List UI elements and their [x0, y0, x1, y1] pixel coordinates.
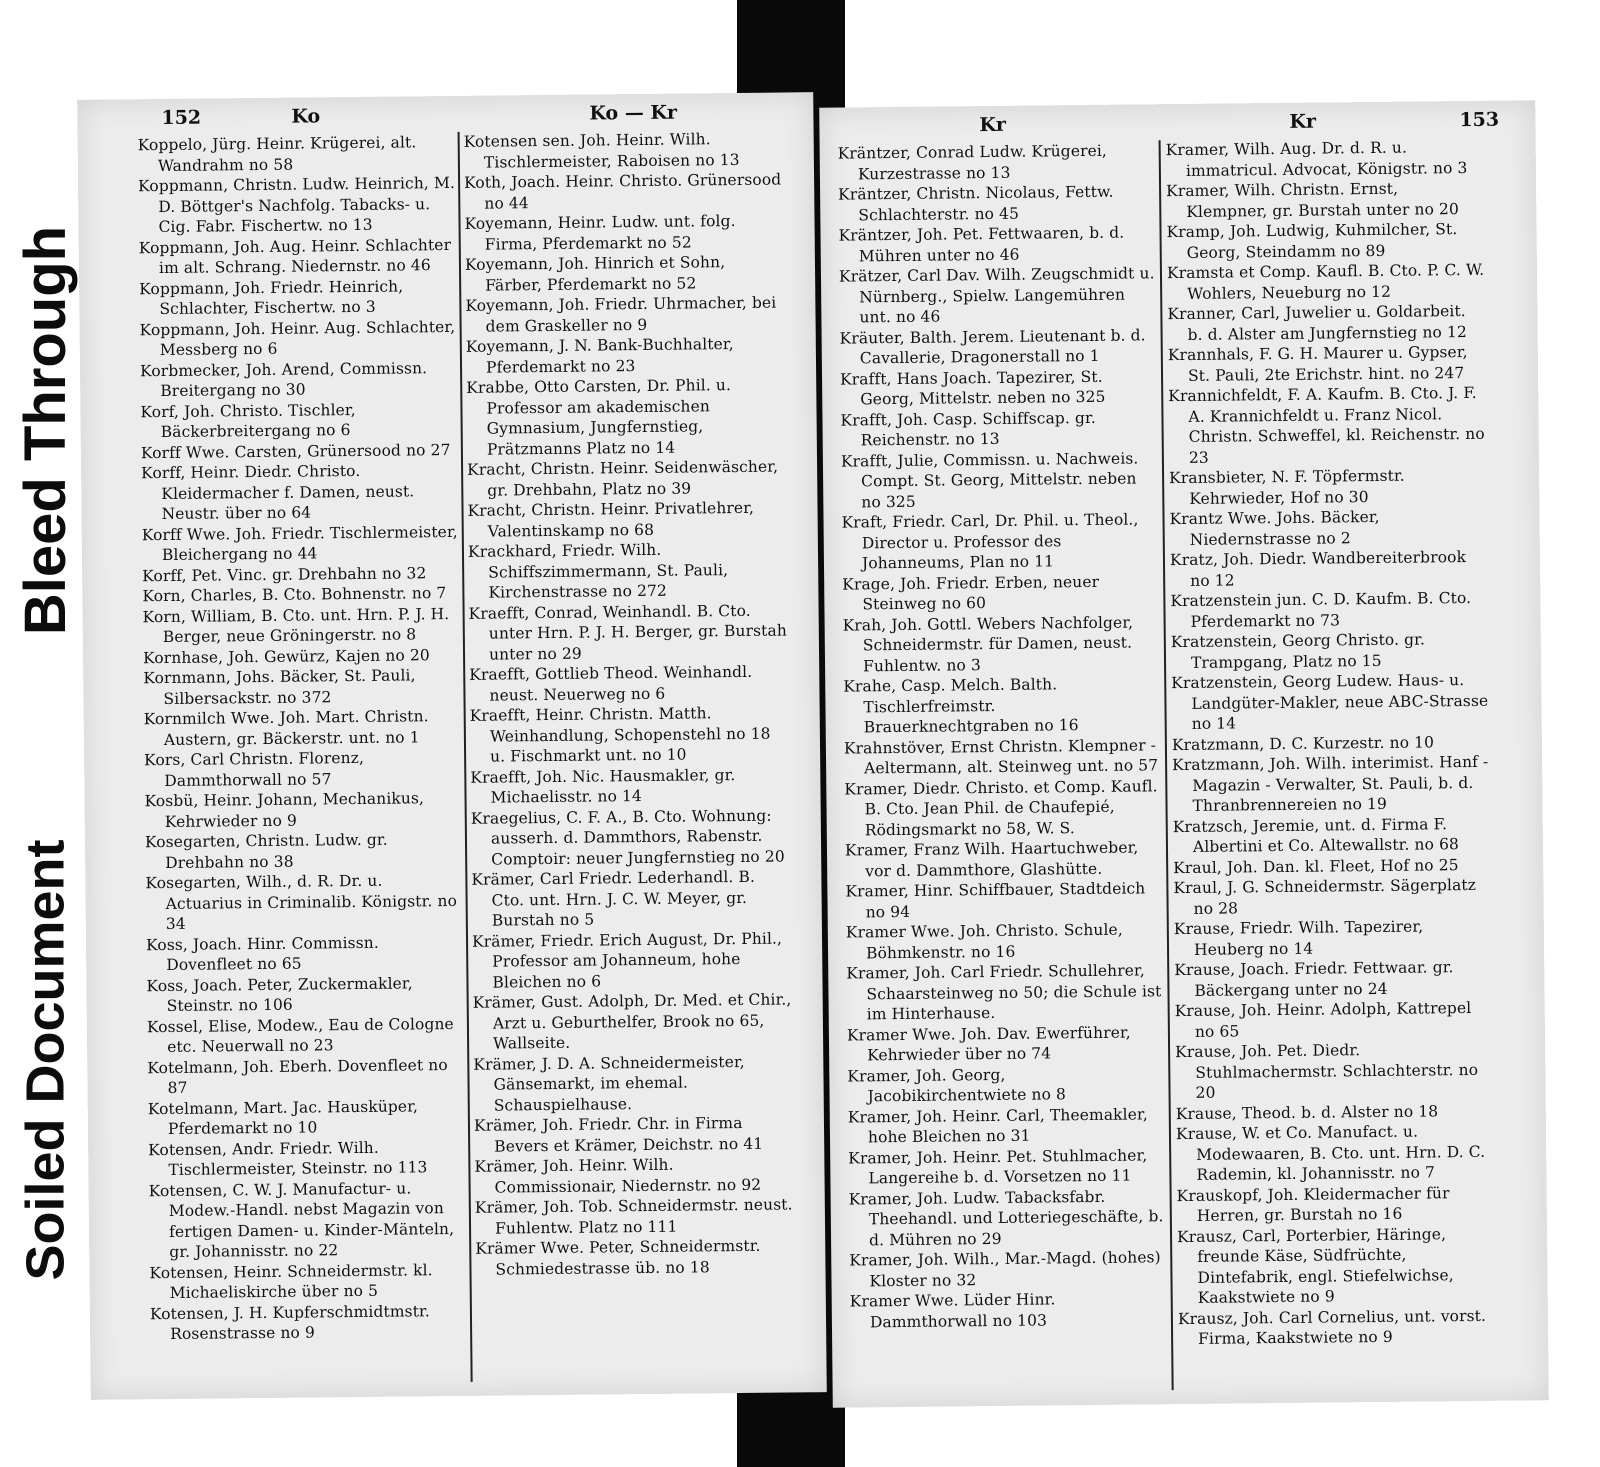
right-page-column-2: [1166, 137, 1497, 1350]
directory-entry: Koppmann, Joh. Friedr. Heinrich, Schlachter, Fischertw. no 3: [139, 276, 404, 319]
directory-entry: Koyemann, Joh. Friedr. Uhrmacher, bei dem Graskeller no 9: [465, 293, 777, 336]
directory-entry: Kosbü, Heinr. Johann, Mechanikus, Kehrwieder no 9: [144, 789, 425, 831]
directory-entry: Kornmann, Johs. Bäcker, St. Pauli, Silbersackstr. no 372: [143, 666, 416, 708]
directory-entry: Kracht, Christn. Heinr. Privatlehrer, Valentinskamp no 68: [467, 498, 755, 541]
directory-entry: Krabbe, Otto Carsten, Dr. Phil. u. Professor am akademischen Gymnasium, Jungfernstieg, Prätzmanns Platz no 14: [466, 376, 732, 459]
directory-entry: Kratzenstein, Georg Christo. gr. Trampgang, Platz no 15: [1170, 630, 1426, 672]
directory-entry: Korff, Pet. Vinc. gr. Drehbahn no 32: [142, 563, 427, 585]
directory-entry: Koyemann, J. N. Bank-Buchhalter, Pferdemarkt no 23: [465, 335, 734, 377]
directory-entry: Kramer Wwe. Joh. Dav. Ewerführer, Kehrwieder über no 74: [846, 1023, 1131, 1065]
directory-entry: Kräntzer, Christn. Nicolaus, Fettw. Schlachterstr. no 45: [838, 182, 1114, 224]
directory-entry: Krause, Joh. Heinr. Adolph, Kattrepel no 65: [1174, 999, 1472, 1041]
directory-entry: Kräntzer, Conrad Ludw. Krügerei, Kurzestrasse no 13: [837, 141, 1108, 183]
directory-entry: Krämer Wwe. Peter, Schneidermstr. Schmiedestrasse üb. no 18: [475, 1236, 761, 1279]
directory-entry: Krause, Joh. Pet. Diedr. Stuhlmachermstr. Schlachterstr. no 20: [1175, 1041, 1479, 1102]
directory-entry: Kotelmann, Joh. Eberh. Dovenfleet no 87: [147, 1055, 448, 1097]
directory-entry: Korff, Heinr. Diedr. Christo. Kleidermacher f. Damen, neust. Neustr. über no 64: [141, 461, 415, 524]
directory-entry: Krannhals, F. G. H. Maurer u. Gypser, St. Pauli, 2te Erichstr. hint. no 247: [1167, 343, 1468, 385]
directory-entry: Kotensen, C. W. J. Manufactur- u. Modew.-Handl. nebst Magazin von fertigen Damen- u. Kinder-Mänteln, gr. Johannisstr. no 22: [148, 1178, 455, 1261]
directory-entry: Kransbieter, N. F. Töpfermstr. Kehrwieder, Hof no 30: [1169, 466, 1405, 508]
directory-entry: Krahe, Casp. Melch. Balth. Tischlerfreimstr. Brauerknechtgraben no 16: [843, 675, 1079, 737]
directory-entry: Koss, Joach. Peter, Zuckermakler, Steinstr. no 106: [146, 973, 413, 1016]
directory-entry: Koppmann, Joh. Heinr. Aug. Schlachter, Messberg no 6: [139, 317, 456, 360]
directory-entry: Kraft, Friedr. Carl, Dr. Phil. u. Theol., Director u. Professor des Johanneums, Plan no 11: [841, 510, 1139, 573]
left-page: [77, 92, 827, 1400]
directory-entry: Kramer, Wilh. Aug. Dr. d. R. u. immatricul. Advocat, Königstr. no 3: [1165, 138, 1468, 180]
directory-entry: Krämer, Joh. Friedr. Chr. in Firma Bevers et Krämer, Deichstr. no 41: [473, 1113, 764, 1156]
directory-entry: Krause, W. et Co. Manufact. u. Modewaaren, B. Cto. unt. Hrn. D. C. Rademin, kl. Johannisstr. no 7: [1175, 1122, 1486, 1184]
directory-entry: Koyemann, Heinr. Ludw. unt. folg. Firma, Pferdemarkt no 52: [464, 212, 736, 254]
directory-entry: Kotelmann, Mart. Jac. Hausküper, Pferdemarkt no 10: [147, 1096, 419, 1138]
directory-entry: Kratzmann, Joh. Wilh. interimist. Hanf - Magazin - Verwalter, St. Pauli, b. d. Thranbrennereien no 19: [1172, 752, 1489, 815]
directory-entry: Koppelo, Jürg. Heinr. Krügerei, alt. Wandrahm no 58: [137, 133, 417, 175]
directory-entry: Kornhase, Joh. Gewürz, Kajen no 20: [142, 645, 430, 667]
directory-entry: Kräuter, Balth. Jerem. Lieutenant b. d. Cavallerie, Dragonerstall no 1: [839, 325, 1146, 368]
directory-entry: Kraefft, Joh. Nic. Hausmakler, gr. Michaelisstr. no 14: [470, 765, 736, 807]
header-right-col2: Kr: [1289, 110, 1317, 133]
bleed-through-label: Bleed Through: [13, 225, 79, 635]
header-left-col1: Ko: [291, 105, 321, 128]
directory-entry: Kotensen, Andr. Friedr. Wilh. Tischlermeister, Steinstr. no 113: [148, 1138, 428, 1179]
directory-entry: Krause, Theod. b. d. Alster no 18: [1175, 1101, 1439, 1123]
directory-entry: Kramer, Hinr. Schiffbauer, Stadtdeich no 94: [845, 879, 1146, 921]
directory-entry: Kräntzer, Joh. Pet. Fettwaaren, b. d. Mühren unter no 46: [838, 223, 1125, 265]
directory-entry: Korn, William, B. Cto. unt. Hrn. P. J. H. Berger, neue Gröningerstr. no 8: [142, 604, 450, 647]
directory-entry: Krahnstöver, Ernst Christn. Klempner - Aeltermann, alt. Steinweg unt. no 57: [843, 735, 1159, 778]
directory-entry: Krannichfeldt, F. A. Kaufm. B. Cto. J. F. A. Krannichfeldt u. Franz Nicol. Christn. Schweffel, kl. Reichenstr. no 23: [1168, 383, 1485, 467]
right-page: [819, 100, 1549, 1407]
directory-entry: Kraefft, Conrad, Weinhandl. B. Cto. unter Hrn. P. J. H. Berger, gr. Burstah unter no 29: [468, 601, 787, 664]
directory-entry: Krämer, Friedr. Erich August, Dr. Phil., Professor am Johanneum, hohe Bleichen no 6: [471, 929, 783, 992]
directory-entry: Kramp, Joh. Ludwig, Kuhmilcher, St. Georg, Steindamm no 89: [1166, 220, 1458, 262]
directory-entry: Korbmecker, Joh. Arend, Commissn. Breitergang no 30: [139, 358, 428, 401]
directory-entry: Koss, Joach. Hinr. Commissn. Dovenfleet no 65: [145, 933, 379, 975]
directory-entry: Koppmann, Christn. Ludw. Heinrich, M. D. Böttger's Nachfolg. Tabacks- u. Cig. Fabr. Fischertw. no 13: [138, 173, 456, 237]
directory-entry: Kotensen, Heinr. Schneidermstr. kl. Michaeliskirche über no 5: [149, 1260, 433, 1302]
directory-entry: Kramer, Joh. Carl Friedr. Schullehrer, Schaarsteinweg no 50; die Schule ist im Hinterhause.: [846, 961, 1162, 1024]
directory-entry: Kramer, Wilh. Christn. Ernst, Klempner, gr. Burstah unter no 20: [1166, 179, 1460, 221]
directory-entry: Kramer, Joh. Heinr. Pet. Stuhlmacher, Langereihe b. d. Vorsetzen no 11: [848, 1145, 1148, 1188]
directory-entry: Kramer, Joh. Wilh., Mar.-Magd. (hohes) Kloster no 32: [849, 1248, 1161, 1290]
directory-entry: Kors, Carl Christn. Florenz, Dammthorwall no 57: [144, 748, 365, 790]
directory-entry: Krafft, Hans Joach. Tapezirer, St. Georg, Mittelstr. neben no 325: [839, 367, 1106, 409]
directory-entry: Koth, Joach. Heinr. Christo. Grünersood no 44: [464, 170, 782, 213]
directory-entry: Kratzsch, Jeremie, unt. d. Firma F. Albertini et Co. Altewallstr. no 68: [1172, 814, 1460, 856]
directory-entry: Kotensen, J. H. Kupferschmidtmstr. Rosenstrasse no 9: [149, 1301, 430, 1343]
directory-entry: Krämer, Joh. Heinr. Wilh. Commissionair, Niedernstr. no 92: [474, 1155, 762, 1197]
directory-entry: Koyemann, Joh. Hinrich et Sohn, Färber, Pferdemarkt no 52: [464, 253, 726, 295]
right-page-column-1: [838, 140, 1168, 1332]
directory-entry: Krämer, Gust. Adolph, Dr. Med. et Chir., Arzt u. Geburthelfer, Brook no 65, Wallseite.: [472, 990, 792, 1053]
directory-entry: Kracht, Christn. Heinr. Seidenwäscher, gr. Drehbahn, Platz no 39: [467, 457, 779, 500]
directory-entry: Kramer, Diedr. Christo. et Comp. Kaufl. B. Cto. Jean Phil. de Chaufepié, Rödingsmarkt no 58, W. S.: [844, 776, 1158, 839]
directory-entry: Kratzenstein jun. C. D. Kaufm. B. Cto. Pferdemarkt no 73: [1170, 588, 1472, 631]
directory-entry: Krausz, Joh. Carl Cornelius, unt. vorst. Firma, Kaakstwiete no 9: [1177, 1306, 1487, 1348]
directory-entry: Kraegelius, C. F. A., B. Cto. Wohnung: ausserh. d. Dammthors, Rabenstr. Comptoir: neuer Jungfernstieg no 20: [470, 806, 785, 869]
page-number-left: 152: [161, 106, 202, 130]
directory-entry: Korff Wwe. Carsten, Grünersood no 27: [140, 440, 451, 462]
soiled-document-label: Soiled Document: [16, 839, 77, 1281]
directory-entry: Krah, Joh. Gottl. Webers Nachfolger, Schneidermstr. für Damen, neust. Fuhlentw. no 3: [842, 613, 1134, 675]
directory-entry: Kramsta et Comp. Kaufl. B. Cto. P. C. W. Wohlers, Neueburg no 12: [1166, 260, 1485, 303]
directory-entry: Kramer Wwe. Joh. Christo. Schule, Böhmkenstr. no 16: [845, 920, 1123, 962]
directory-entry: Kraefft, Heinr. Christn. Matth. Weinhandlung, Schopenstehl no 18 u. Fischmarkt unt. no 10: [469, 704, 771, 766]
directory-entry: Krämer, Joh. Tob. Schneidermstr. neust. Fuhlentw. Platz no 111: [474, 1195, 793, 1238]
directory-entry: Kramer Wwe. Lüder Hinr. Dammthorwall no 103: [849, 1290, 1056, 1331]
left-page-column-1: [138, 132, 469, 1345]
directory-entry: Kramer, Joh. Georg, Jacobikirchentwiete no 8: [847, 1065, 1067, 1106]
directory-entry: Krause, Joach. Friedr. Fettwaar. gr. Bäckergang unter no 24: [1174, 958, 1454, 1000]
directory-entry: Korf, Joh. Christo. Tischler, Bäckerbreitergang no 6: [140, 400, 356, 442]
directory-entry: Krämer, J. D. A. Schneidermeister, Gänsemarkt, im ehemal. Schauspielhause.: [473, 1052, 745, 1115]
directory-entry: Krätzer, Carl Dav. Wilh. Zeugschmidt u. Nürnberg., Spielw. Langemühren unt. no 46: [838, 264, 1155, 327]
page-number-right: 153: [1459, 108, 1500, 132]
directory-entry: Kramer, Joh. Ludw. Tabacksfabr. Theehandl. und Lotteriegeschäfte, b. d. Mühren no 29: [848, 1187, 1164, 1249]
header-left-col2: Ko — Kr: [589, 101, 678, 125]
directory-entry: Korff Wwe. Joh. Friedr. Tischlermeister, Bleichergang no 44: [141, 522, 458, 565]
directory-entry: Krause, Friedr. Wilh. Tapezirer, Heuberg no 14: [1173, 917, 1424, 959]
directory-entry: Krantz Wwe. Johs. Bäcker, Niedernstrasse no 2: [1169, 507, 1380, 549]
directory-entry: Kornmilch Wwe. Joh. Mart. Christn. Austern, gr. Bäckerstr. unt. no 1: [143, 707, 429, 749]
directory-entry: Kraul, Joh. Dan. kl. Fleet, Hof no 25: [1173, 855, 1459, 877]
directory-entry: Krämer, Carl Friedr. Lederhandl. B. Cto. unt. Hrn. J. C. W. Meyer, gr. Burstah no 5: [471, 867, 756, 930]
directory-entry: Krausz, Carl, Porterbier, Häringe, freunde Käse, Südfrüchte, Dintefabrik, engl. Stiefelwichse, Kaakstwiete no 9: [1176, 1224, 1454, 1307]
directory-entry: Kranner, Carl, Juwelier u. Goldarbeit. b. d. Alster am Jungfernstieg no 12: [1167, 302, 1467, 344]
directory-entry: Krafft, Julie, Commissn. u. Nachweis. Compt. St. Georg, Mittelstr. neben no 325: [840, 448, 1139, 511]
left-page-column-2: [464, 128, 796, 1279]
header-right-col1: Kr: [979, 113, 1007, 137]
directory-entry: Kratzmann, D. C. Kurzestr. no 10: [1171, 732, 1435, 754]
directory-entry: Kraefft, Gottlieb Theod. Weinhandl. neust. Neuerweg no 6: [469, 662, 753, 705]
directory-entry: Kraul, J. G. Schneidermstr. Sägerplatz no 28: [1173, 875, 1477, 918]
directory-entry: Kramer, Joh. Heinr. Carl, Theemakler, hohe Bleichen no 31: [847, 1104, 1148, 1147]
directory-entry: Krage, Joh. Friedr. Erben, neuer Steinweg no 60: [842, 572, 1100, 614]
directory-entry: Kotensen sen. Joh. Heinr. Wilh. Tischlermeister, Raboisen no 13: [463, 130, 740, 172]
directory-entry: Kosegarten, Christn. Ludw. gr. Drehbahn no 38: [144, 830, 388, 872]
directory-entry: Kratzenstein, Georg Ludew. Haus- u. Landgüter-Makler, neue ABC-Strasse no 14: [1171, 671, 1489, 733]
directory-entry: Kratz, Joh. Diedr. Wandbereiterbrook no 12: [1169, 548, 1467, 590]
directory-entry: Kosegarten, Wilh., d. R. Dr. u. Actuarius in Criminalib. Königstr. no 34: [145, 871, 458, 934]
directory-entry: Koppmann, Joh. Aug. Heinr. Schlachter im alt. Schrang. Niedernstr. no 46: [138, 235, 452, 278]
directory-entry: Krackhard, Friedr. Wilh. Schiffszimmermann, St. Pauli, Kirchenstrasse no 272: [467, 540, 729, 602]
directory-entry: Krauskopf, Joh. Kleidermacher für Herren, gr. Burstah no 16: [1176, 1183, 1450, 1225]
directory-entry: Kramer, Franz Wilh. Haartuchweber, vor d. Dammthore, Glashütte.: [844, 838, 1139, 880]
directory-entry: Korn, Charles, B. Cto. Bohnenstr. no 7: [142, 584, 447, 606]
directory-entry: Krafft, Joh. Casp. Schiffscap. gr. Reichenstr. no 13: [840, 408, 1096, 450]
directory-entry: Kossel, Elise, Modew., Eau de Cologne etc. Neuerwall no 23: [146, 1014, 454, 1056]
